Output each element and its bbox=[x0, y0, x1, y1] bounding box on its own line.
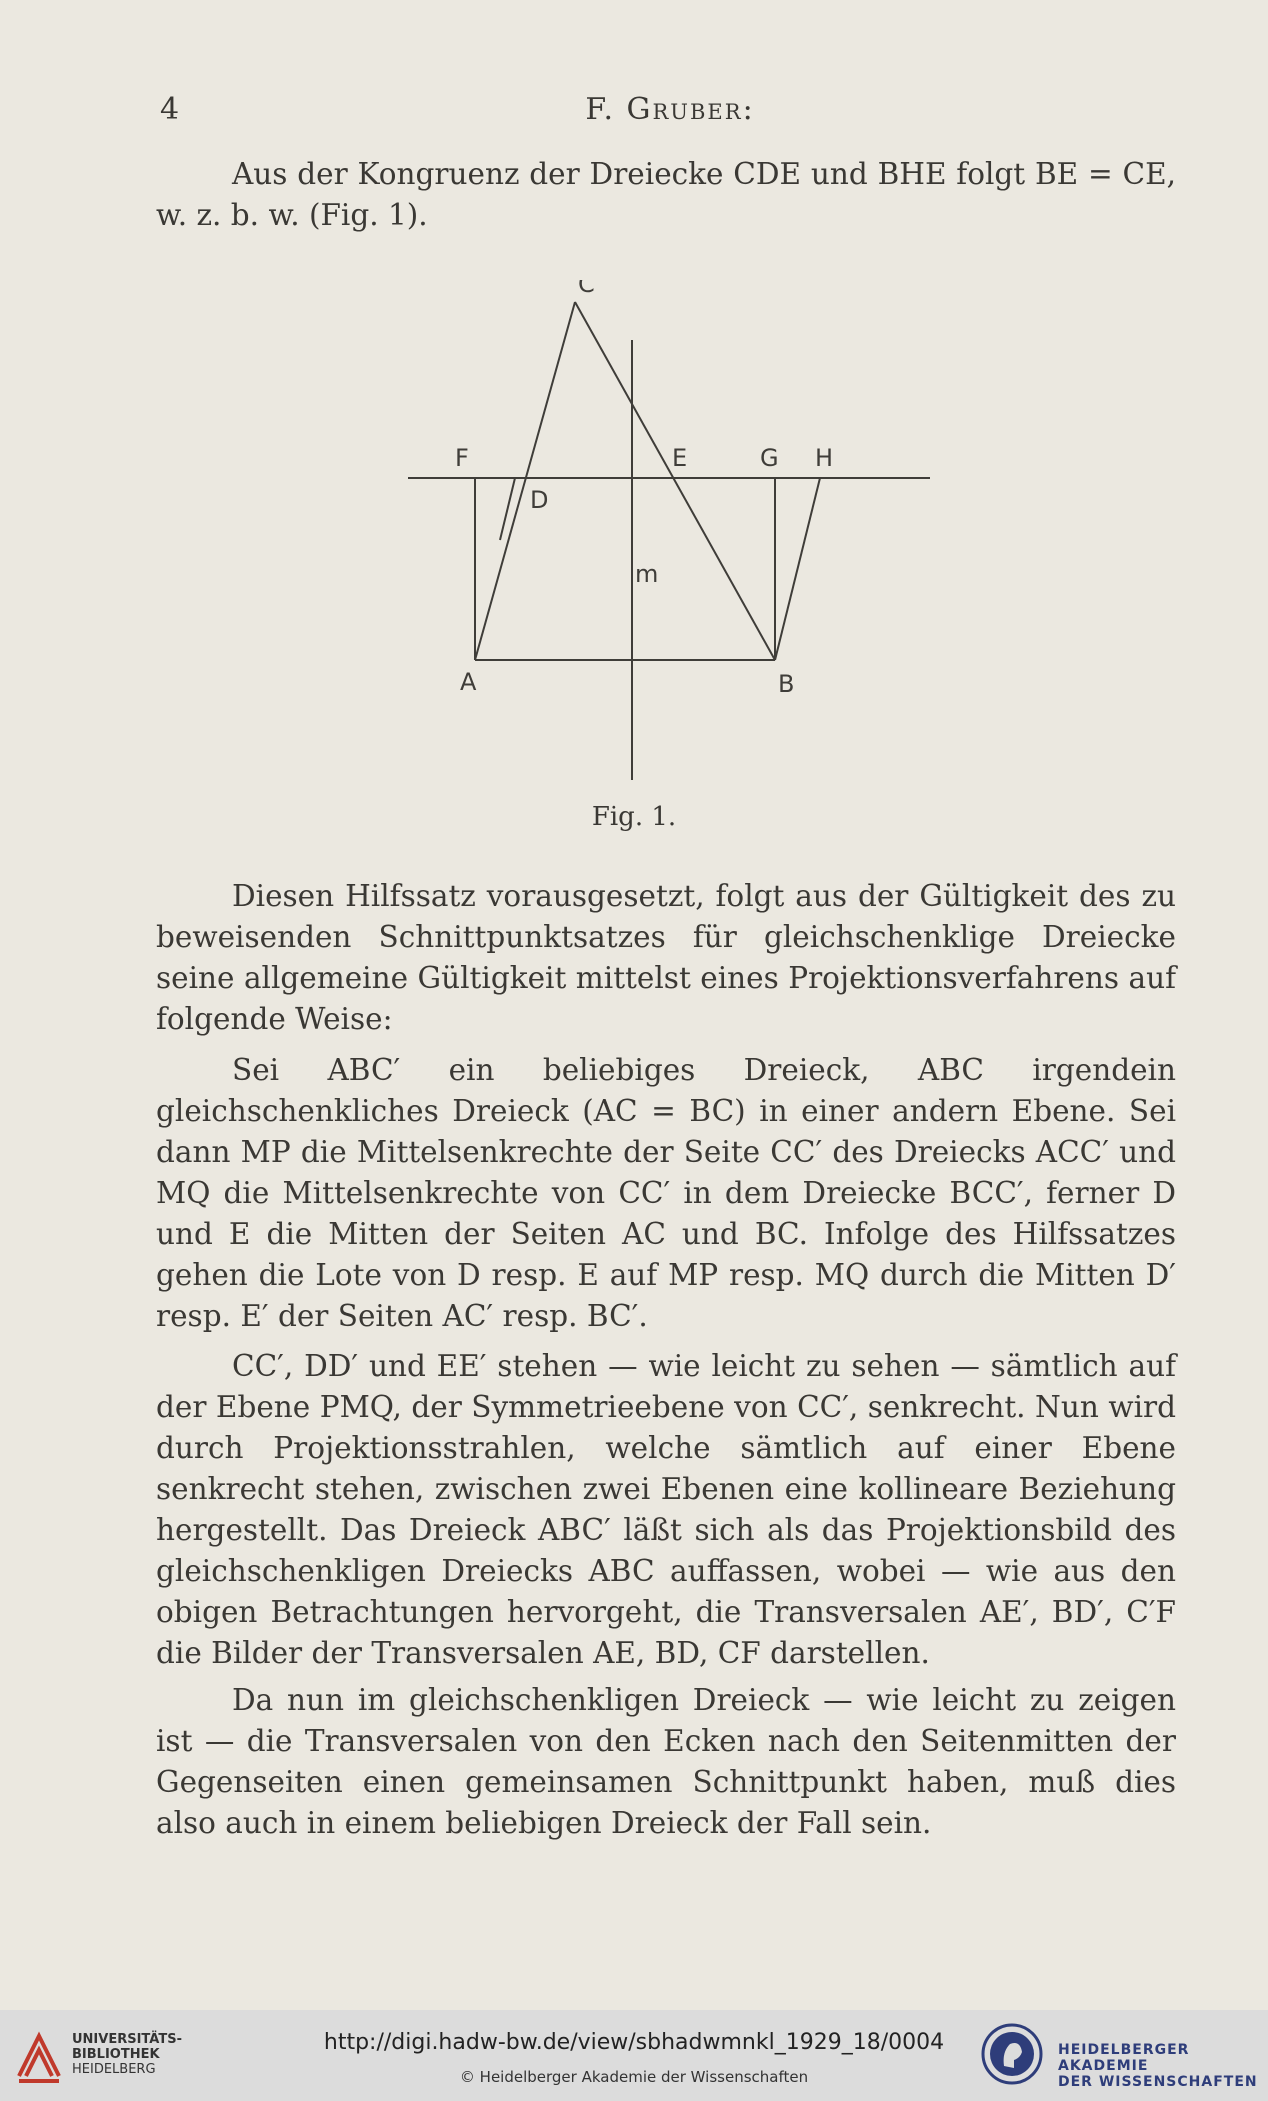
line-d-short bbox=[500, 478, 515, 540]
university-library-name: UNIVERSITÄTS- BIBLIOTHEK HEIDELBERG bbox=[72, 2032, 182, 2077]
label-f: F bbox=[455, 444, 469, 472]
label-e: E bbox=[672, 444, 688, 472]
paragraph-1 bbox=[156, 154, 1176, 236]
paragraph-3-text: Sei ABC′ ein beliebiges Dreieck, ABC irgendein gleichschenkliches Dreieck (AC = BC) in einer andern Ebene. Sei dann MP die Mittelsenkrechte der Seite CC′ des Dreiecks ACC′ und MQ die Mittelsenkrechte von CC′ in dem Dreiecke BCC′, ferner D und E die Mitten der Seiten AC und BC. Infolge des Hilfssatzes gehen die Lote von D resp. E auf MP resp. MQ durch die Mitten D′ resp. E′ der Seiten AC′ resp. BC′. bbox=[156, 1053, 1176, 1333]
permalink-url[interactable]: http://digi.hadw-bw.de/view/sbhadwmnkl_1929_18/0004 bbox=[323, 2030, 945, 2055]
running-head: F. Gruber: bbox=[585, 92, 755, 127]
line-bh bbox=[775, 478, 820, 660]
paragraph-3 bbox=[156, 1050, 1176, 1337]
label-a: A bbox=[460, 668, 477, 696]
paragraph-1-text: Aus der Kongruenz der Dreiecke CDE und BHE folgt BE = CE, w. z. b. w. (Fig. 1). bbox=[156, 157, 1176, 232]
paragraph-5 bbox=[156, 1680, 1176, 1844]
label-d: D bbox=[530, 486, 549, 514]
label-b: B bbox=[778, 670, 795, 698]
page-header bbox=[160, 92, 1180, 132]
paragraph-5-text: Da nun im gleichschenkligen Dreieck — wie leicht zu zeigen ist — die Transversalen von den Ecken nach den Seitenmitten der Gegenseiten einen gemeinsamen Schnittpunkt haben, muß dies also auch in einem beliebigen Dreieck der Fall sein. bbox=[156, 1683, 1176, 1840]
label-g: G bbox=[760, 444, 779, 472]
label-h: H bbox=[815, 444, 834, 472]
figure-caption: Fig. 1. bbox=[591, 802, 677, 832]
page-number: 4 bbox=[160, 92, 180, 127]
footer-bar bbox=[0, 2010, 1268, 2101]
figure-1 bbox=[400, 280, 940, 800]
label-m: m bbox=[635, 560, 659, 588]
side-ac bbox=[475, 302, 575, 660]
label-c: C bbox=[578, 280, 595, 298]
paragraph-4 bbox=[156, 1346, 1176, 1674]
paragraph-2 bbox=[156, 876, 1176, 1040]
geometry-diagram bbox=[400, 280, 940, 800]
paragraph-2-text: Diesen Hilfssatz vorausgesetzt, folgt aus der Gültigkeit des zu beweisenden Schnittpunktsatzes für gleichschenklige Dreiecke seine allgemeine Gültigkeit mittelst eines Projektionsverfahrens auf folgende Weise: bbox=[156, 879, 1176, 1036]
academy-seal-icon[interactable] bbox=[980, 2022, 1044, 2086]
copyright-notice: © Heidelberger Akademie der Wissenschaften bbox=[459, 2068, 809, 2086]
academy-name: HEIDELBERGER AKADEMIE DER WISSENSCHAFTEN bbox=[1058, 2042, 1258, 2090]
side-cb bbox=[575, 302, 775, 660]
paragraph-4-text: CC′, DD′ und EE′ stehen — wie leicht zu sehen — sämtlich auf der Ebene PMQ, der Symmetrieebene von CC′, senkrecht. Nun wird durch Projektionsstrahlen, welche sämtlich auf einer Ebene senkrecht stehen, zwischen zwei Ebenen eine kollineare Beziehung hergestellt. Das Dreieck ABC′ läßt sich als das Projektionsbild des gleichschenkligen Dreiecks ABC auffassen, wobei — wie aus den obigen Betrachtungen hervorgeht, die Transversalen AE′, BD′, C′F die Bilder der Transversalen AE, BD, CF darstellen. bbox=[156, 1349, 1176, 1670]
